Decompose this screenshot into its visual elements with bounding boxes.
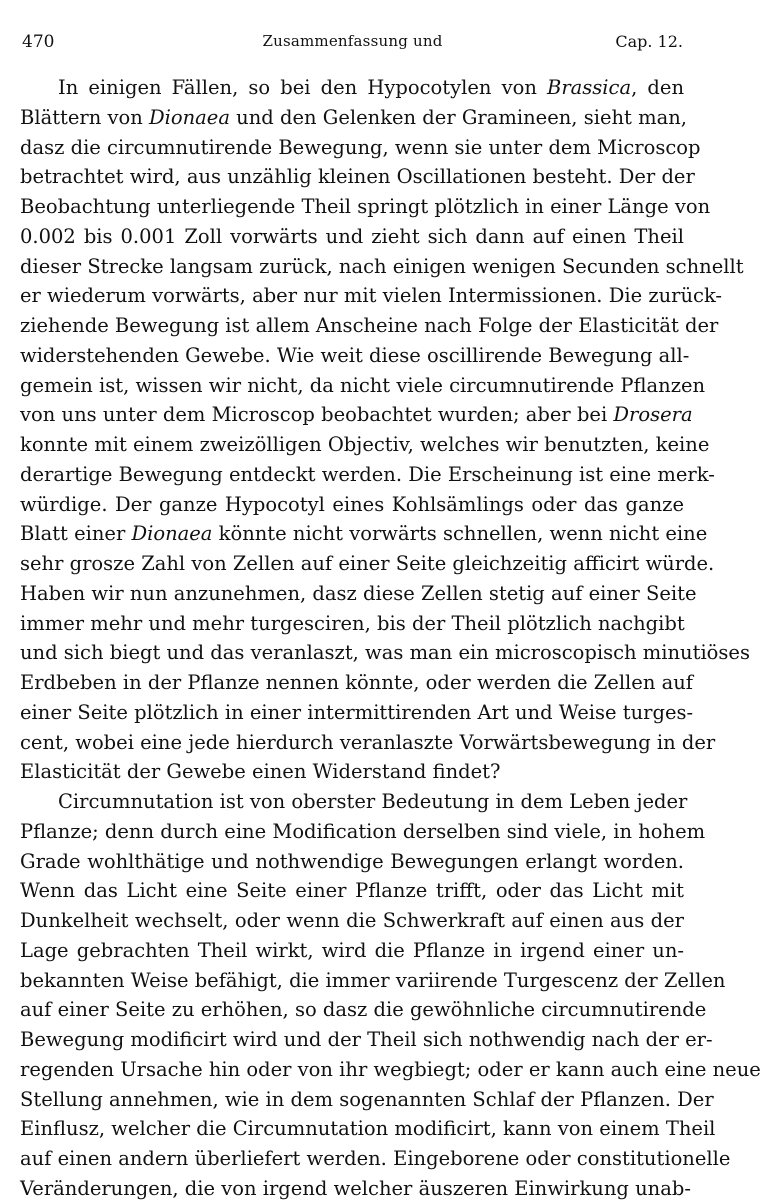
text-line: regenden Ursache hin oder von ihr wegbiegt; oder er kann auch eine neue bbox=[20, 1057, 761, 1081]
text-line: Einflusz, welcher die Circumnutation modificirt, kann von einem Theil bbox=[20, 1117, 716, 1141]
text-line: Haben wir nun anzunehmen, dasz diese Zellen stetig auf einer Seite bbox=[20, 581, 697, 605]
text-line: Bewegung modificirt wird und der Theil sich nothwendig nach der er- bbox=[20, 1028, 713, 1051]
text-line: Erdbeben in der Pflanze nennen könnte, oder werden die Zellen auf bbox=[20, 671, 693, 694]
page-number: 470 bbox=[22, 32, 55, 52]
text-line: Elasticität der Gewebe einen Widerstand findet? bbox=[20, 760, 501, 784]
running-title: Zusammenfassung und bbox=[262, 32, 443, 50]
text-line: würdige. Der ganze Hypocotyl eines Kohlsämlings oder das ganze bbox=[20, 492, 684, 516]
text-line: Stellung annehmen, wie in dem sogenannten Schlaf der Pflanzen. Der bbox=[20, 1087, 714, 1111]
text-line: auf einen andern überliefert werden. Eingeborene oder constitutionelle bbox=[20, 1147, 731, 1170]
text-line: widerstehenden Gewebe. Wie weit diese oscillirende Bewegung all- bbox=[20, 343, 690, 367]
text-line: Blättern von Dionaea und den Gelenken der Gramineen, sieht man, bbox=[20, 105, 687, 129]
text-line: In einigen Fällen, so bei den Hypocotylen von Brassica, den bbox=[58, 76, 684, 99]
text-line: Dunkelheit wechselt, oder wenn die Schwerkraft auf einen aus der bbox=[20, 909, 684, 932]
text-line: Pflanze; denn durch eine Modification derselben sind viele, in hohem bbox=[20, 819, 706, 843]
text-line: dasz die circumnutirende Bewegung, wenn sie unter dem Microscop bbox=[20, 135, 701, 159]
text-line: ziehende Bewegung ist allem Anscheine nach Folge der Elasticität der bbox=[20, 314, 719, 337]
text-line: betrachtet wird, aus unzählig kleinen Oscillationen besteht. Der der bbox=[20, 165, 695, 189]
text-line: konnte mit einem zweizölligen Objectiv, welches wir benutzten, keine bbox=[20, 433, 710, 456]
text-line: und sich biegt und das veranlaszt, was man ein microscopisch minutiöses bbox=[20, 641, 750, 665]
text-line: Beobachtung unterliegende Theil springt plötzlich in einer Länge von bbox=[20, 195, 711, 218]
text-line: derartige Bewegung entdeckt werden. Die Erscheinung ist eine merk- bbox=[20, 462, 715, 486]
text-line: dieser Strecke langsam zurück, nach einigen wenigen Secunden schnellt bbox=[20, 254, 744, 278]
text-line: Wenn das Licht eine Seite einer Pflanze trifft, oder das Licht mit bbox=[20, 879, 684, 903]
text-line: immer mehr und mehr turgesciren, bis der Theil plötzlich nachgibt bbox=[20, 611, 685, 635]
text-line: er wiederum vorwärts, aber nur mit vielen Intermissionen. Die zurück- bbox=[20, 284, 723, 308]
text-line: Blatt einer Dionaea könnte nicht vorwärts schnellen, wenn nicht eine bbox=[20, 522, 708, 546]
text-line: Lage gebrachten Theil wirkt, wird die Pflanze in irgend einer un- bbox=[20, 938, 684, 962]
text-line: sehr grosze Zahl von Zellen auf einer Seite gleichzeitig afficirt würde. bbox=[20, 552, 715, 575]
text-line: Circumnutation ist von oberster Bedeutung in dem Leben jeder bbox=[58, 790, 688, 813]
body-text bbox=[20, 73, 761, 1204]
text-line: cent, wobei eine jede hierdurch veranlaszte Vorwärtsbewegung in der bbox=[20, 730, 716, 754]
text-line: Grade wohlthätige und nothwendige Bewegungen erlangt worden. bbox=[20, 849, 684, 873]
text-line: von uns unter dem Microscop beobachtet wurden; aber bei Drosera bbox=[20, 403, 693, 427]
text-line: Veränderungen, die von irgend welcher äuszeren Einwirkung unab- bbox=[20, 1176, 691, 1200]
text-line: 0.002 bis 0.001 Zoll vorwärts und zieht sich dann auf einen Theil bbox=[20, 224, 684, 248]
page-header bbox=[22, 32, 683, 58]
text-line: bekannten Weise befähigt, die immer variirende Turgescenz der Zellen bbox=[20, 968, 726, 992]
chapter-label: Cap. 12. bbox=[615, 32, 683, 51]
text-line: gemein ist, wissen wir nicht, da nicht viele circumnutirende Pflanzen bbox=[20, 373, 706, 397]
text-line: auf einer Seite zu erhöhen, so dasz die gewöhnliche circumnutirende bbox=[20, 998, 707, 1022]
text-line: einer Seite plötzlich in einer intermittirenden Art und Weise turges- bbox=[20, 700, 694, 724]
